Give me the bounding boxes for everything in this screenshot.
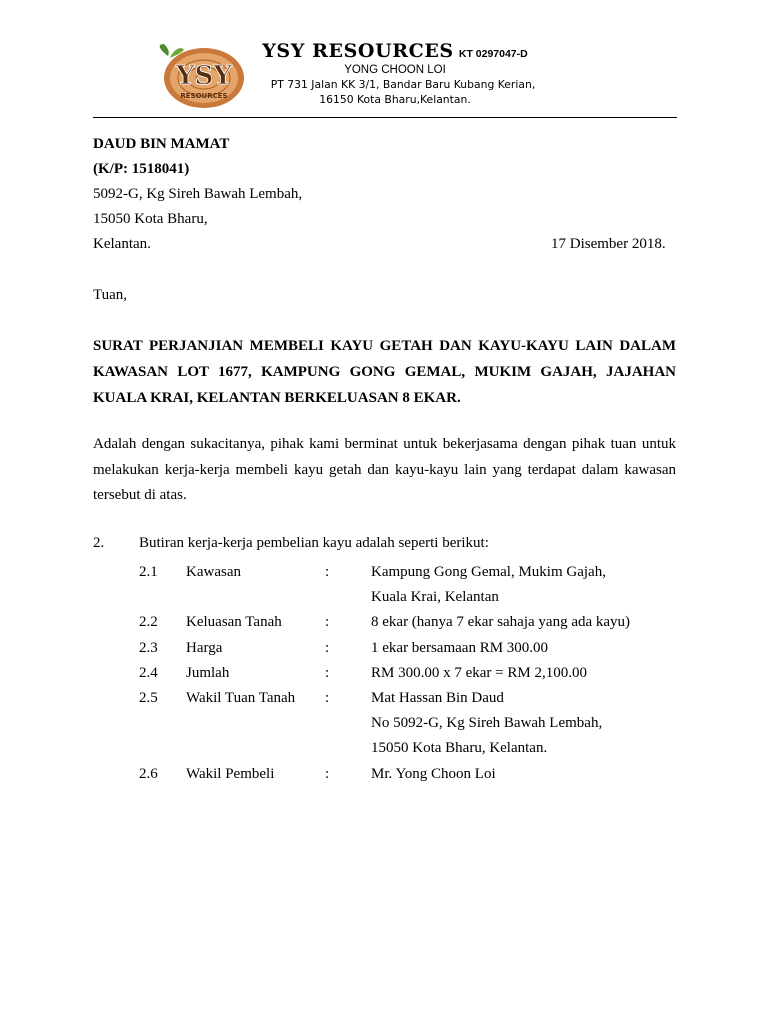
company-registration: KT 0297047-D [458,48,528,60]
detail-value-line: No 5092-G, Kg Sireh Bawah Lembah, [371,715,603,732]
detail-value-line: 8 ekar (hanya 7 ekar sahaja yang ada kayu) [371,614,631,631]
company-name: YSY RESOURCES [262,40,454,62]
intro-paragraph: Adalah dengan sukacitanya, pihak kami berminat untuk bekerjasama dengan pihak tuan untuk melakukan kerja-kerja membeli kayu getah dan kayu-kayu lain yang terdapat dalam kawasan tersebut di atas. [93,436,676,503]
company-header [240,40,550,106]
recipient-block [93,132,302,257]
logo-subtext: RESOURCES [180,92,228,100]
detail-value [371,560,606,610]
detail-colon: : [325,614,330,631]
detail-value-line: Kampung Gong Gemal, Mukim Gajah, [371,564,606,580]
recipient-ic: (K/P: 1518041) [93,161,190,177]
detail-number: 2.5 [139,689,158,706]
detail-label: Kawasan [186,564,241,580]
detail-value-line: 15050 Kota Bharu, Kelantan. [371,740,548,757]
logo-letters: YSY [176,61,232,91]
detail-number: 2.2 [139,614,158,631]
detail-value [371,762,496,787]
company-address-line1: PT 731 Jalan KK 3/1, Bandar Baru Kubang Kerian, [270,78,536,91]
detail-number: 2.1 [139,564,158,580]
detail-colon: : [325,564,330,580]
leaf-icon [160,44,169,56]
recipient-name: DAUD BIN MAMAT [93,136,230,152]
detail-colon: : [325,689,330,706]
detail-colon: : [325,639,330,656]
detail-colon: : [325,765,330,782]
recipient-address1: 5092-G, Kg Sireh Bawah Lembah, [93,186,303,202]
detail-value [371,610,630,635]
letter-subject: SURAT PERJANJIAN MEMBELI KAYU GETAH DAN KAYU-KAYU LAIN DALAM KAWASAN LOT 1677, KAMPUNG GONG GEMAL, MUKIM GAJAH, JAJAHAN KUALA KRAI, KELANTAN BERKELUASAN 8 EKAR. [93,338,676,406]
detail-colon: : [325,664,330,681]
detail-value-line: Mr. Yong Choon Loi [371,765,496,782]
recipient-address2: 15050 Kota Bharu, [93,211,208,227]
salutation: Tuan, [93,287,128,303]
recipient-address3: Kelantan. [93,236,151,252]
detail-number: 2.6 [139,765,158,782]
detail-value [371,661,587,686]
company-owner: YONG CHOON LOI [344,64,446,76]
detail-label: Keluasan Tanah [186,614,282,631]
company-title-line [240,40,550,62]
detail-number: 2.4 [139,664,158,681]
letter-date: 17 Disember 2018. [551,236,666,252]
detail-number: 2.3 [139,639,158,656]
detail-value-line: Kuala Krai, Kelantan [371,589,499,606]
detail-label: Harga [186,639,223,656]
detail-value-line: RM 300.00 x 7 ekar = RM 2,100.00 [371,664,587,681]
detail-value [371,686,602,762]
detail-value-line: Mat Hassan Bin Daud [371,689,504,706]
detail-label: Wakil Pembeli [186,765,275,782]
company-address-line2: 16150 Kota Bharu,Kelantan. [319,93,471,106]
section-heading: Butiran kerja-kerja pembelian kayu adalah seperti berikut: [139,535,489,551]
detail-value-line: 1 ekar bersamaan RM 300.00 [371,639,549,656]
company-logo [154,42,254,110]
section-number: 2. [93,535,105,551]
detail-label: Jumlah [186,664,230,681]
header-divider [93,117,677,118]
detail-value [371,636,548,661]
detail-label: Wakil Tuan Tanah [186,689,296,706]
